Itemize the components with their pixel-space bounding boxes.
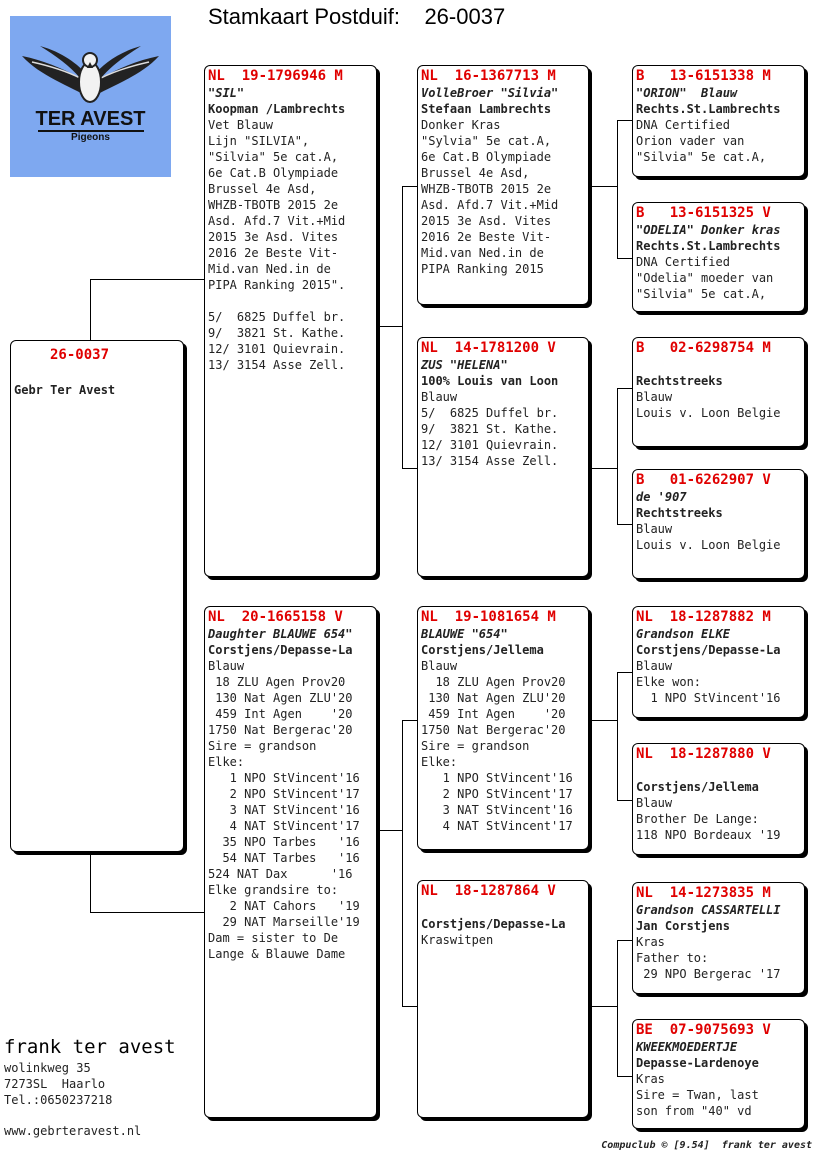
owner-address-city: 7273SL Haarlo <box>4 1077 106 1091</box>
dam-dam-dam-card[interactable] <box>632 1019 805 1129</box>
breeder-name: Stefaan Lambrechts <box>421 102 552 116</box>
owner-phone: Tel.:0650237218 <box>4 1093 113 1107</box>
breeder-name: Corstjens/Depasse-La <box>421 917 566 931</box>
ring-number: B 13-6151338 M <box>636 68 771 84</box>
ring-number: NL 18-1287880 V <box>636 746 771 762</box>
pigeon-nickname: Grandson ELKE <box>636 627 730 641</box>
info-line: 12/ 3101 Quievrain. <box>421 438 559 452</box>
info-line: Blauw <box>208 659 245 673</box>
info-line: 2016 2e Beste Vit- <box>421 230 552 244</box>
info-line: Blauw <box>421 659 458 673</box>
info-line: Brussel 4e Asd, <box>208 182 317 196</box>
info-line: 1 NPO StVincent'16 <box>636 691 781 705</box>
info-line: 130 Nat Agen ZLU'20 <box>208 691 353 705</box>
info-line: 5/ 6825 Duffel br. <box>421 406 559 420</box>
breeder-name: Depasse-Lardenoye <box>636 1056 759 1070</box>
info-line: Brother De Lange: <box>636 812 759 826</box>
breeder-name: Rechts.St.Lambrechts <box>636 239 781 253</box>
info-line: Lange & Blauwe Dame <box>208 947 346 961</box>
pigeon-nickname: "ORION" Blauw <box>636 86 738 100</box>
info-line: Blauw <box>636 796 673 810</box>
ring-number: NL 16-1367713 M <box>421 68 556 84</box>
info-line: DNA Certified <box>636 118 730 132</box>
info-line: son from "40" vd <box>636 1104 752 1118</box>
pigeon-nickname: Daughter BLAUWE 654" <box>208 627 353 641</box>
info-line: Blauw <box>636 390 673 404</box>
pigeon-nickname <box>636 763 801 779</box>
info-line: Blauw <box>636 659 673 673</box>
subject-card[interactable] <box>10 340 184 852</box>
info-line: 118 NPO Bordeaux '19 <box>636 828 781 842</box>
info-line: 9/ 3821 St. Kathe. <box>421 422 559 436</box>
info-line: Kraswitpen <box>421 933 494 947</box>
footer-credit: Compuclub © [9.54] frank ter avest <box>601 1140 812 1151</box>
info-line: 13/ 3154 Asse Zell. <box>421 454 559 468</box>
info-line: "Silvia" 5e cat.A, <box>636 150 767 164</box>
info-line: 18 ZLU Agen Prov20 <box>208 675 346 689</box>
info-line: Sire = grandson <box>421 739 530 753</box>
info-line: Blauw <box>421 390 458 404</box>
ring-number: NL 18-1287882 M <box>636 609 771 625</box>
breeder-name: 100% Louis van Loon <box>421 374 559 388</box>
ring-number: NL 14-1273835 M <box>636 885 771 901</box>
info-line: 29 NAT Marseille'19 <box>208 915 360 929</box>
sire-dam-card[interactable] <box>417 337 589 577</box>
info-line: Brussel 4e Asd, <box>421 166 530 180</box>
info-line: 5/ 6825 Duffel br. <box>208 310 346 324</box>
info-line: Lijn "SILVIA", <box>208 134 310 148</box>
info-line: Blauw <box>636 522 673 536</box>
ring-number: BE 07-9075693 V <box>636 1022 771 1038</box>
breeder-name: Corstjens/Depasse-La <box>208 643 353 657</box>
info-line: 130 Nat Agen ZLU'20 <box>421 691 566 705</box>
ring-number: NL 14-1781200 V <box>421 340 556 356</box>
ring-number: B 02-6298754 M <box>636 340 771 356</box>
info-line: Dam = sister to De <box>208 931 339 945</box>
info-line: 459 Int Agen '20 <box>208 707 353 721</box>
info-line: 2 NAT Cahors '19 <box>208 899 360 913</box>
info-line: Donker Kras <box>421 118 501 132</box>
dam-sire-dam-card[interactable] <box>632 743 805 855</box>
pigeon-wings-icon <box>10 16 171 116</box>
sire-card[interactable] <box>204 65 377 577</box>
info-line: 54 NAT Tarbes '16 <box>208 851 360 865</box>
info-line: 29 NPO Bergerac '17 <box>636 967 781 981</box>
pigeon-nickname: Grandson CASSARTELLI <box>636 903 781 917</box>
info-line: 35 NPO Tarbes '16 <box>208 835 360 849</box>
info-line: Elke grandsire to: <box>208 883 339 897</box>
pigeon-nickname: KWEEKMOEDERTJE <box>636 1040 738 1054</box>
info-line: 2 NPO StVincent'17 <box>421 787 573 801</box>
breeder-name: Corstjens/Jellema <box>421 643 544 657</box>
pigeon-nickname: ZUS "HELENA" <box>421 358 508 372</box>
sire-sire-sire-card[interactable] <box>632 65 805 177</box>
info-line: 12/ 3101 Quievrain. <box>208 342 346 356</box>
info-line: Sire = grandson <box>208 739 317 753</box>
pigeon-nickname <box>636 357 801 373</box>
logo <box>10 16 171 177</box>
info-line: Sire = Twan, last <box>636 1088 759 1102</box>
ring-number: NL 20-1665158 V <box>208 609 343 625</box>
info-line: 3 NAT StVincent'16 <box>421 803 573 817</box>
info-line: 6e Cat.B Olympiade <box>208 166 339 180</box>
title-label: Stamkaart Postduif: <box>208 4 400 29</box>
pigeon-nickname: VolleBroer "Silvia" <box>421 86 559 100</box>
info-line: 2015 3e Asd. Vites <box>421 214 552 228</box>
sire-sire-card[interactable] <box>417 65 589 305</box>
sire-sire-dam-card[interactable] <box>632 202 805 312</box>
dam-card[interactable] <box>204 606 377 1118</box>
dam-dam-sire-card[interactable] <box>632 882 805 994</box>
info-line: Vet Blauw <box>208 118 274 132</box>
info-line: Asd. Afd.7 Vit.+Mid <box>421 198 559 212</box>
info-line: 1 NPO StVincent'16 <box>421 771 573 785</box>
info-line: Elke: <box>208 755 245 769</box>
info-line: Father to: <box>636 951 709 965</box>
pigeon-nickname: de '907 <box>636 490 687 504</box>
info-line: PIPA Ranking 2015 <box>421 262 544 276</box>
ring-number: B 01-6262907 V <box>636 472 771 488</box>
ring-number: B 13-6151325 V <box>636 205 771 221</box>
info-line: DNA Certified <box>636 255 730 269</box>
info-line: 4 NAT StVincent'17 <box>208 819 360 833</box>
info-line: 459 Int Agen '20 <box>421 707 566 721</box>
owner-website[interactable]: www.gebrteravest.nl <box>4 1124 142 1138</box>
info-line: 3 NAT StVincent'16 <box>208 803 360 817</box>
info-line: Louis v. Loon Belgie <box>636 538 781 552</box>
info-line: "Odelia" moeder van <box>636 271 774 285</box>
info-line: Elke: <box>421 755 458 769</box>
ring-number: NL 18-1287864 V <box>421 883 556 899</box>
breeder-name: Jan Corstjens <box>636 919 730 933</box>
breeder-name: Rechts.St.Lambrechts <box>636 102 781 116</box>
pigeon-nickname: "ODELIA" Donker kras <box>636 223 781 237</box>
info-line: WHZB-TBOTB 2015 2e <box>421 182 552 196</box>
ring-number: NL 19-1796946 M <box>208 68 343 84</box>
subject-owner: Gebr Ter Avest <box>14 383 116 397</box>
info-line: Mid.van Ned.in de <box>421 246 544 260</box>
info-line: 1 NPO StVincent'16 <box>208 771 360 785</box>
info-line: "Sylvia" 5e cat.A, <box>421 134 552 148</box>
dam-sire-card[interactable] <box>417 606 589 850</box>
subject-ring: 26-0037 <box>50 347 110 363</box>
info-line: 524 NAT Dax '16 <box>208 867 353 881</box>
info-line: "Silvia" 5e cat.A, <box>208 150 339 164</box>
page-title <box>208 4 505 30</box>
info-line: Orion vader van <box>636 134 745 148</box>
info-line: 18 ZLU Agen Prov20 <box>421 675 566 689</box>
breeder-name: Corstjens/Jellema <box>636 780 759 794</box>
info-line: Kras <box>636 935 665 949</box>
info-line: 9/ 3821 St. Kathe. <box>208 326 346 340</box>
pigeon-nickname: BLAUWE "654" <box>421 627 508 641</box>
info-line <box>208 293 373 309</box>
dam-sire-sire-card[interactable] <box>632 606 805 718</box>
info-line: 1750 Nat Bergerac'20 <box>421 723 566 737</box>
logo-subtitle: Pigeons <box>71 132 110 143</box>
info-line: 2016 2e Beste Vit- <box>208 246 339 260</box>
info-line: 13/ 3154 Asse Zell. <box>208 358 346 372</box>
info-line: 2 NPO StVincent'17 <box>208 787 360 801</box>
info-line: Mid.van Ned.in de <box>208 262 331 276</box>
breeder-name: Rechtstreeks <box>636 506 723 520</box>
sire-dam-sire-card[interactable] <box>632 337 805 447</box>
info-line: 1750 Nat Bergerac'20 <box>208 723 353 737</box>
owner-address-street: wolinkweg 35 <box>4 1061 91 1075</box>
pigeon-nickname <box>421 900 585 916</box>
title-ring: 26-0037 <box>424 4 506 29</box>
info-line: "Silvia" 5e cat.A, <box>636 287 767 301</box>
breeder-name: Corstjens/Depasse-La <box>636 643 781 657</box>
logo-name: TER AVEST <box>35 108 146 130</box>
info-line: 4 NAT StVincent'17 <box>421 819 573 833</box>
sire-dam-dam-card[interactable] <box>632 469 805 579</box>
info-line: WHZB-TBOTB 2015 2e <box>208 198 339 212</box>
dam-dam-card[interactable] <box>417 880 589 1118</box>
breeder-name: Koopman /Lambrechts <box>208 102 346 116</box>
info-line: Louis v. Loon Belgie <box>636 406 781 420</box>
info-line: 2015 3e Asd. Vites <box>208 230 339 244</box>
info-line: PIPA Ranking 2015". <box>208 278 346 292</box>
owner-name: frank ter avest <box>4 1036 176 1058</box>
ring-number: NL 19-1081654 M <box>421 609 556 625</box>
info-line: 6e Cat.B Olympiade <box>421 150 552 164</box>
info-line: Kras <box>636 1072 665 1086</box>
pigeon-nickname: "SIL" <box>208 86 245 100</box>
breeder-name: Rechtstreeks <box>636 374 723 388</box>
info-line: Elke won: <box>636 675 702 689</box>
info-line: Asd. Afd.7 Vit.+Mid <box>208 214 346 228</box>
